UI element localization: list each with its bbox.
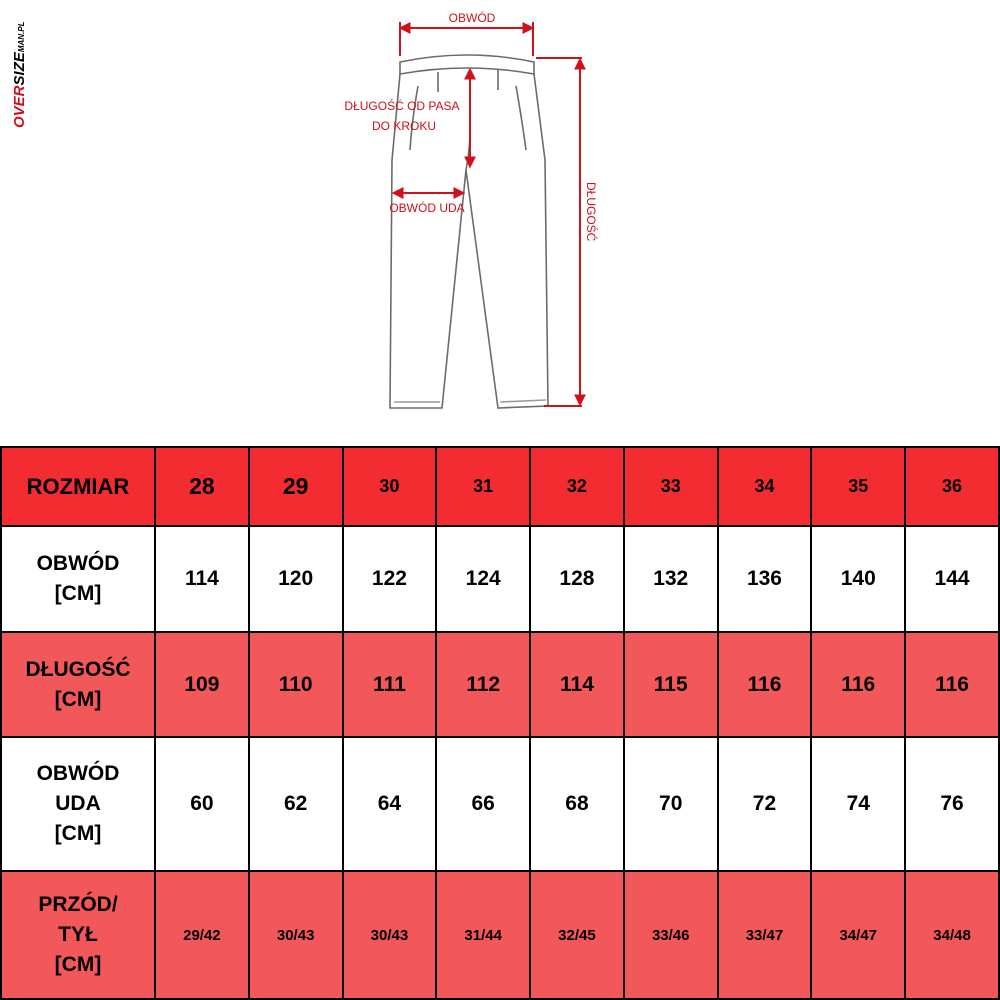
header-size: 34 — [718, 447, 812, 526]
table-cell: 116 — [905, 632, 999, 736]
header-size: 29 — [249, 447, 343, 526]
table-cell: 29/42 — [155, 871, 249, 999]
table-cell: 34/47 — [811, 871, 905, 999]
table-cell: 32/45 — [530, 871, 624, 999]
table-header-row — [1, 447, 999, 526]
table-cell: 114 — [155, 526, 249, 632]
size-table — [0, 446, 1000, 1000]
table-row-thigh — [1, 737, 999, 872]
header-size: 30 — [343, 447, 437, 526]
row-label: OBWÓD UDA [CM] — [1, 737, 155, 872]
table-cell: 33/46 — [624, 871, 718, 999]
table-cell: 31/44 — [436, 871, 530, 999]
table-cell: 70 — [624, 737, 718, 872]
table-cell: 34/48 — [905, 871, 999, 999]
table-cell: 76 — [905, 737, 999, 872]
table-cell: 62 — [249, 737, 343, 872]
table-cell: 111 — [343, 632, 437, 736]
table-row-length — [1, 632, 999, 736]
header-size: 28 — [155, 447, 249, 526]
row-label: PRZÓD/ TYŁ [CM] — [1, 871, 155, 999]
rise-label-line2: DO KROKU — [371, 119, 437, 133]
table-cell: 30/43 — [249, 871, 343, 999]
header-size: 36 — [905, 447, 999, 526]
thigh-label: OBWÓD UDA — [389, 201, 465, 215]
table-cell: 68 — [530, 737, 624, 872]
table-cell: 66 — [436, 737, 530, 872]
table-cell: 128 — [530, 526, 624, 632]
header-size: 32 — [530, 447, 624, 526]
table-cell: 114 — [530, 632, 624, 736]
table-cell: 124 — [436, 526, 530, 632]
table-cell: 122 — [343, 526, 437, 632]
table-cell: 64 — [343, 737, 437, 872]
trousers-diagram — [320, 0, 620, 420]
table-cell: 30/43 — [343, 871, 437, 999]
brand-logo — [4, 14, 32, 130]
table-row-rise — [1, 871, 999, 999]
table-cell: 140 — [811, 526, 905, 632]
table-cell: 116 — [811, 632, 905, 736]
header-size: 33 — [624, 447, 718, 526]
length-label: DŁUGOŚĆ — [584, 182, 598, 242]
table-cell: 33/47 — [718, 871, 812, 999]
svg-text:OVERSIZEMAN.PL: OVERSIZEMAN.PL — [11, 21, 28, 128]
row-label: OBWÓD [CM] — [1, 526, 155, 632]
table-cell: 120 — [249, 526, 343, 632]
waist-label: OBWÓD — [448, 11, 496, 25]
table-cell: 72 — [718, 737, 812, 872]
table-cell: 136 — [718, 526, 812, 632]
length-measure — [536, 58, 582, 406]
waist-measure — [400, 22, 533, 56]
rise-label-line1: DŁUGOŚĆ OD PASA — [344, 99, 460, 113]
table-cell: 144 — [905, 526, 999, 632]
table-cell: 110 — [249, 632, 343, 736]
table-cell: 60 — [155, 737, 249, 872]
table-cell: 116 — [718, 632, 812, 736]
table-cell: 115 — [624, 632, 718, 736]
header-size: 35 — [811, 447, 905, 526]
table-cell: 74 — [811, 737, 905, 872]
row-label: DŁUGOŚĆ [CM] — [1, 632, 155, 736]
header-label: ROZMIAR — [1, 447, 155, 526]
table-cell: 132 — [624, 526, 718, 632]
header-size: 31 — [436, 447, 530, 526]
table-row-waist — [1, 526, 999, 632]
table-cell: 112 — [436, 632, 530, 736]
table-cell: 109 — [155, 632, 249, 736]
